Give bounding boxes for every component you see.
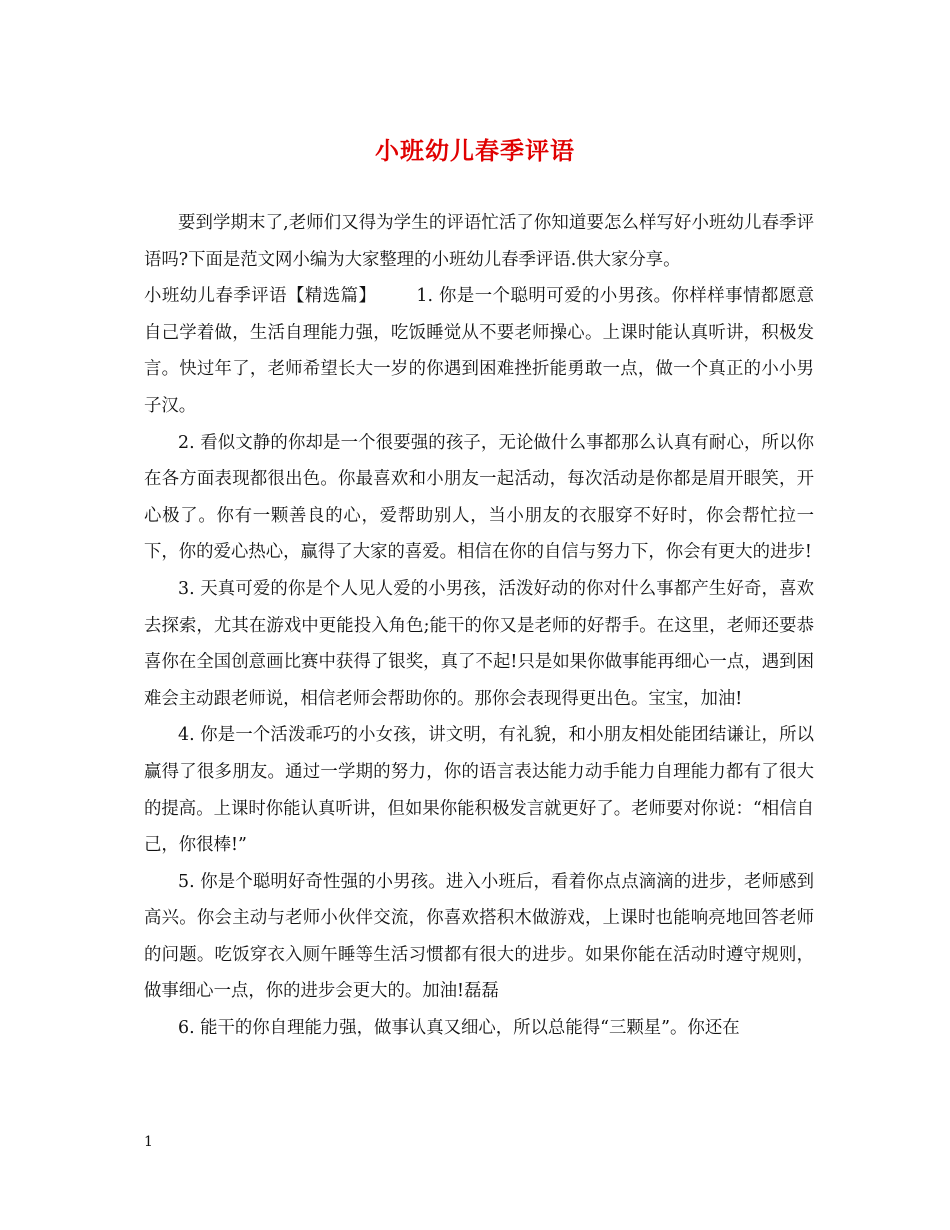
section-heading: 小班幼儿春季评语【精选篇】 <box>144 286 377 307</box>
section-paragraph <box>144 278 814 424</box>
intro-paragraph: 要到学期末了,老师们又得为学生的评语忙活了你知道要怎么样写好小班幼儿春季评语吗?下面是范文网小编为大家整理的小班幼儿春季评语.供大家分享。 <box>144 213 814 270</box>
document-title: 小班幼儿春季评语 <box>375 136 575 165</box>
comment-6: 6. 能干的你自理能力强，做事认真又细心，所以总能得“三颗星”。你还在 <box>178 1018 740 1039</box>
page-number: 1 <box>144 1134 153 1150</box>
comment-3: 3. 天真可爱的你是个人见人爱的小男孩，活泼好动的你对什么事都产生好奇，喜欢去探索，尤其在游戏中更能投入角色;能干的你又是老师的好帮手。在这里，老师还要恭喜你在全国创意画比赛中获得了银奖，真了不起!只是如果你做事能再细心一点，遇到困难会主动跟老师说，相信老师会帮助你的。那你会表现得更出色。宝宝，加油! <box>144 578 814 709</box>
comment-2: 2. 看似文静的你却是一个很要强的孩子，无论做什么事都那么认真有耐心，所以你在各方面表现都很出色。你最喜欢和小朋友一起活动，每次活动是你都是眉开眼笑，开心极了。你有一颗善良的心，爱帮助别人，当小朋友的衣服穿不好时，你会帮忙拉一下，你的爱心热心，赢得了大家的喜爱。相信在你的自信与努力下，你会有更大的进步! <box>144 432 814 563</box>
comment-4: 4. 你是一个活泼乖巧的小女孩，讲文明，有礼貌，和小朋友相处能团结谦让，所以赢得了很多朋友。通过一学期的努力，你的语言表达能力动手能力自理能力都有了很大的提高。上课时你能认真听讲，但如果你能积极发言就更好了。老师要对你说：“相信自己，你很棒!” <box>144 725 814 856</box>
document-body <box>144 205 814 1047</box>
comment-5: 5. 你是个聪明好奇性强的小男孩。进入小班后，看着你点点滴滴的进步，老师感到高兴。你会主动与老师小伙伴交流，你喜欢搭积木做游戏，上课时也能响亮地回答老师的问题。吃饭穿衣入厕午睡等生活习惯都有很大的进步。如果你能在活动时遵守规则，做事细心一点，你的进步会更大的。加油!磊磊 <box>144 871 814 1002</box>
comment-1: 1. 你是一个聪明可爱的小男孩。你样样事情都愿意自己学着做，生活自理能力强，吃饭睡觉从不要老师操心。上课时能认真听讲，积极发言。快过年了，老师希望长大一岁的你遇到困难挫折能勇敢一点，做一个真正的小小男子汉。 <box>144 286 814 416</box>
